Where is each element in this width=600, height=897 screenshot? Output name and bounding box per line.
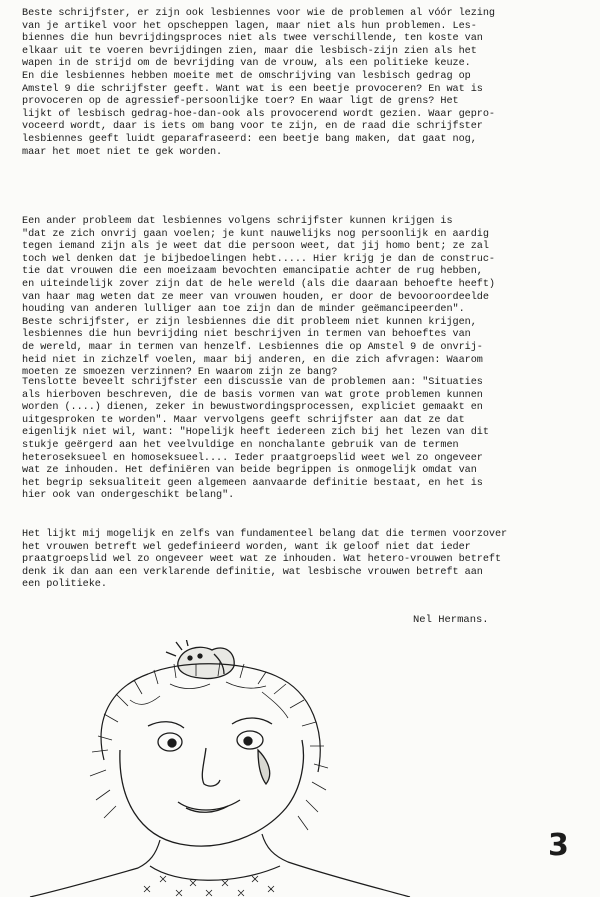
creature-on-head: [166, 640, 234, 679]
ink-drawing-figure: [0, 640, 420, 897]
body: [30, 834, 410, 897]
paragraph-1: Beste schrijfster, er zijn ook lesbiennes voor wie de problemen al vóór lezing van je artikel voor het opscheppen lagen, maar niet als hun problemen. Les- biennes die hun bevrijdingsproces niet als twee verschillende, ten koste van elkaar uit te voeren bevrijdingen zien, maar die lesbisch-zijn zien als het wapen in de strijd om de bevrijding van de vrouw, als een politieke keuze. En die lesbiennes hebben moeite met de omschrijving van lesbisch gedrag op Amstel 9 die schrijfster geeft. Want wat is een beetje provoceren? En wat is provoceren op de agressief-persoonlijke toer? En waar ligt de grens? Het lijkt of lesbisch gedrag-hoe-dan-ook als provocerend wordt gezien. Waar gepro- voceerd wordt, daar is iets om bang voor te zijn, en de raad die schrijfster lesbiennes geeft luidt geparafraseerd: een beetje bang maken, dat gaat nog, maar het moet niet te gek worden.: [22, 8, 495, 158]
face: [120, 718, 304, 846]
dress-pattern: [144, 876, 274, 896]
paragraph-4: Het lijkt mij mogelijk en zelfs van fundamenteel belang dat die termen voorzover het vrouwen betreft wel gedefinieerd worden, want ik geloof niet dat ieder praatgroepslid wel zo ongeveer weet wat ze inhouden. Wat hetero-vrouwen betreft denk ik dan aan een verklarende definitie, wat lesbische vrouwen betreft aan een politieke.: [22, 529, 508, 591]
paragraph-2: Een ander probleem dat lesbiennes volgens schrijfster kunnen krijgen is "dat ze zich onvrij gaan voelen; je kunt nauwelijks nog persoonlijk en aardig tegen iemand zijn als je weet dat die persoon weet, dat jij homo bent; ze zal toch wel denken dat je bijbedoelingen hebt..... Hier krijg je dan de construc- tie dat vrouwen die een moeizaam bevochten emancipatie achter de rug hebben, en uiteindelijk zover zijn dat de hele wereld (als die daaraan behoefte heeft) van haar mag weten dat ze meer van vrouwen houden, er door de bevooroordeelde houding van anderen lulliger aan toe zijn dan de minder geëmancipeerden". Beste schrijfster, er zijn lesbiennes die dit probleem niet kunnen krijgen, lesbiennes die hun bevrijding niet beschrijven in termen van behoeftes van de wereld, maar in termen van henzelf. Lesbiennes die op Amstel 9 de onvrij- heid niet in zichzelf voelen, maar bij anderen, en die zich afvragen: Waarom moeten ze smoezen verzinnen? En waarom zijn ze bang?: [22, 216, 495, 379]
hair: [90, 662, 328, 830]
author-signature: Nel Hermans.: [413, 614, 489, 626]
paragraph-3: Tenslotte beveelt schrijfster een discussie van de problemen aan: "Situaties als hierboven beschreven, die de basis vormen van wat grote problemen kunnen worden (....) dienen, zeker in bewustwordingsprocessen, expliciet gemaakt en uitgesproken te worden". Maar vervolgens geeft schrijfster aan dat ze dat eigenlijk niet wil, want: "Hopelijk heeft iedereen zich bij het lezen van dit stukje geërgerd aan het veelvuldige en nonchalante gebruik van de termen heteroseksueel en homoseksueel.... Ieder praatgroepslid weet wel zo ongeveer wat ze inhouden. Het definiëren van beide begrippen is onmogelijk omdat van het begrip seksualiteit geen algemeen aanvaarde definitie bestaat, en het is hier ook van ondergeschikt belang".: [22, 377, 489, 502]
page-number: 3: [548, 828, 569, 863]
